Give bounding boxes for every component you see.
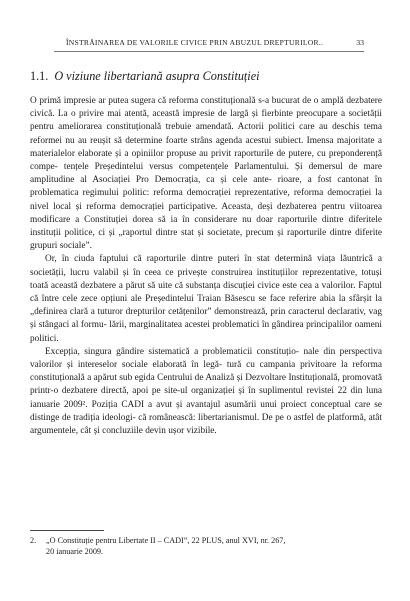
text-line: cele zece opțiuni ale Președintelui Traian Băsescu se face referire [62,294,317,305]
text-line: impresie de largă și fierbinte preocupare a societății pentru ameliorarea [30,109,382,133]
text-line: abia la sfârșit la „definirea clară a tuturor drepturilor cetățenilor” [30,294,382,318]
text-line: de mare amplitudine al Asociației Pro Democrația, ca și cele ante- [30,162,383,186]
text-line: reforma democrației participative. Aceasta, deși dezbaterea pentru [86,201,345,212]
text-line: Excepția, singura gândire sistematică a problematicii constituțio- [45,346,300,357]
text-line: asumării unui proiect conceptual care se distinge de tradiția ideologi- [30,399,382,423]
text-line: democrației reprezentative, reforma democrației la nivel local și [30,188,382,212]
text-line: O primă impresie ar putea sugera că reforma constituțională s-a [30,96,270,106]
text-line: argumentele, cât și concluziile devin ușor vizibile. [30,426,217,437]
text-line: uite că substanța discuției civice este cea a valorilor. Faptul că între [30,280,382,305]
footnote-marker: 2. [30,536,37,545]
text-line: propuse au privit raporturile de putere, cu preponderență compe- [30,148,382,173]
section-number: 1.1. [30,69,49,83]
text-line: egida Centrului de Analiză și Dezvoltare Instituțională, promovată [134,373,382,384]
text-line: stat și societate, precum și raporturile dintre diferite grupuri sociale”. [30,228,382,252]
text-line: revistei 22 din luna ianuarie 2009². Poziția CADI a avut și avantajul [30,386,383,410]
text-line: oameni politici. [30,320,382,344]
text-line: bucurat de o amplă dezbatere civică. La o privire mai atentă, această [30,96,383,120]
footnote-continuation: 20 ianuarie 2009. [46,547,104,556]
text-line: tema reformei nu au reușit să determine foarte strâns agenda acestui [30,122,382,146]
text-line: lării, marginalitatea acestei problematici în gândirea principalilor [109,320,353,331]
text-line: rioare, a fost cantonat în problematica regimului politic: reforma [30,175,382,199]
text-line: printr-o dezbatere directă, apoi pe site-ul organizației și în suplimentul [30,386,303,397]
header-rule [54,51,364,52]
text-line: tențele Președintelui versus competențele Parlamentului. Și demersul [63,162,343,173]
footnote [30,535,382,557]
paragraph [30,253,382,345]
footnote-first-line [30,535,382,546]
paragraph [30,346,382,438]
text-line: nale din perspectiva valorilor și intereselor sociale elaborată în legă- [30,346,383,371]
page-number: 33 [356,38,364,47]
text-line: viitoarea modificare a Constituției dorea să ia în considerare nu doar [30,201,382,225]
text-line: Or, în ciuda faptului că raporturile dintre puteri în stat determină [45,254,313,265]
text-line: constituțională trebuie amendată. Actorii politici care au deschis [106,122,360,133]
text-line: că românească: libertarianismul. De pe o astfel de platformă, atât [138,412,383,423]
text-line: raporturile dintre diferitele instituții politice, ci și „raportul dintre [30,214,382,239]
footnote-rule [30,530,104,531]
footnote-text: „O Constituție pentru Libertate II – CADI”, 22 PLUS, anul XVI, nr. 267, [46,536,286,545]
text-line: viața lăuntrică a societății, lucru valabil și în ceea ce privește construirea [30,254,382,278]
running-header [54,38,364,50]
section-heading [30,69,260,84]
text-line: demonstrează, prin caracterul declarativ, vag și stângaci al formu- [30,307,382,331]
text-line: subiect. Imensa majoritate a materialelor elaborate și a opiniilor [30,135,382,159]
text-line: instituțiilor reprezentative, totuși toată această dezbatere a părut să [30,267,382,291]
section-title: O viziune libertariană asupra Constituției [54,69,260,83]
running-title: ÎNSTRĂINAREA DE VALORILE CIVICE PRIN ABUZUL DREPTURILOR.. [66,38,324,47]
body-text [30,95,382,438]
paragraph [30,95,382,253]
text-line: tură cu campania privitoare la reforma constituțională a apărut sub [30,360,382,384]
